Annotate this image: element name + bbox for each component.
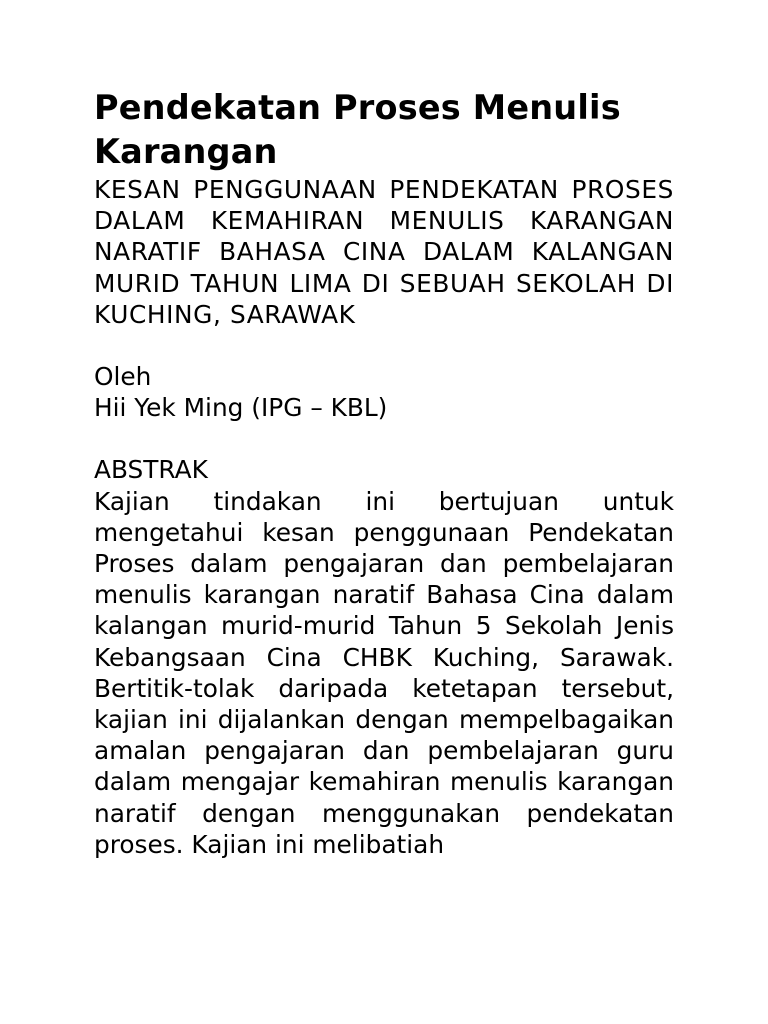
document-title: Pendekatan Proses Menulis Karangan: [94, 88, 621, 171]
author-name: Hii Yek Ming (IPG – KBL): [94, 393, 388, 423]
author-block: [94, 361, 674, 423]
spacer: [94, 330, 674, 361]
abstract-heading: ABSTRAK: [94, 455, 208, 485]
document-subtitle: KESAN PENGGUNAAN PENDEKATAN PROSES DALAM KEMAHIRAN MENULIS KARANGAN NARATIF BAHASA CINA DALAM KALANGAN MURID TAHUN LIMA DI SEBUAH SEKOLAH DI KUCHING, SARAWAK: [94, 175, 674, 329]
by-label: Oleh: [94, 362, 152, 392]
spacer: [94, 423, 674, 454]
abstract-body: Kajian tindakan ini bertujuan untuk mengetahui kesan penggunaan Pendekatan Proses dalam pengajaran dan pembelajaran menulis karangan naratif Bahasa Cina dalam kalangan murid-murid Tahun 5 Sekolah Jenis Kebangsaan Cina CHBK Kuching, Sarawak. Bertitik-tolak daripada ketetapan tersebut, kajian ini dijalankan dengan mempelbagaikan amalan pengajaran dan pembelajaran guru dalam mengajar kemahiran menulis karangan naratif dengan menggunakan pendekatan proses. Kajian ini melibatiah: [94, 486, 674, 859]
